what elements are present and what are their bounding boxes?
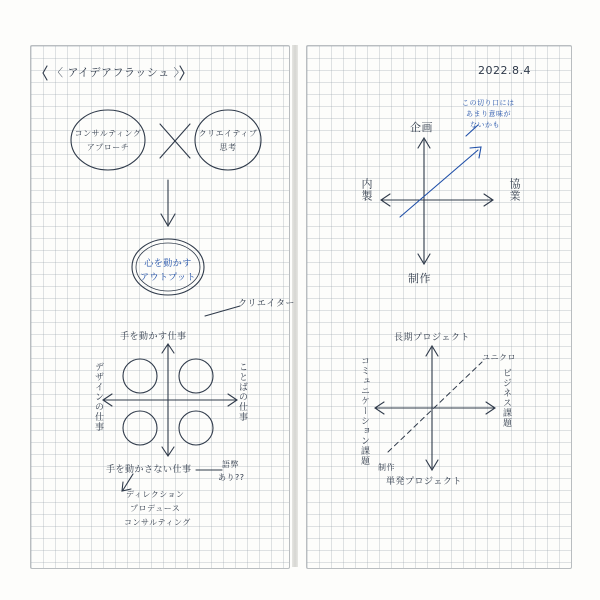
bottom-list-item-1: プロデュース (130, 504, 181, 513)
diagram1-annotation-line2: あまり意味が (466, 110, 511, 118)
diagram1-top-label: 企画 (410, 121, 433, 134)
diagram2-right-label: ビジネス課題 (501, 368, 511, 428)
diagram1-right-label: 協業 (508, 178, 521, 202)
diagram1-bottom-label: 制作 (408, 272, 431, 285)
quadrant-bottom-label: 手を動かさない仕事 (106, 465, 192, 475)
bottom-list-item-0: ディレクション (126, 490, 185, 499)
date-label: 2022.8.4 (478, 64, 531, 77)
circle-right-label-line2: 思考 (219, 143, 237, 152)
quadrant-right-label: ことばの仕事 (237, 362, 247, 422)
diagram1-annotation-line3: ないかも (470, 121, 500, 129)
quadrant-left-label: デザインの仕事 (93, 362, 103, 432)
quadrant-top-label: 手を動かす仕事 (120, 332, 187, 342)
diagram2-right-small-label: ユニクロ (482, 353, 516, 362)
quadrant-bottom-note-line2: あり?? (218, 473, 245, 482)
circle-right-label-line1: クリエイティブ (198, 129, 258, 138)
creator-label: クリエイター (238, 299, 295, 309)
page-title: 〈 アイデアフラッシュ 〉 (52, 66, 186, 79)
quadrant-bottom-note-line1: 語弊 (222, 460, 239, 469)
circle-left-label-line1: コンサルティング (74, 129, 142, 138)
diagram2-top-label: 長期プロジェクト (394, 333, 470, 343)
diagram2-left-label: コミュニケーション課題 (359, 356, 369, 466)
result-label-line2: アウトプット (139, 273, 197, 283)
result-label-line1: 心を動かす (144, 259, 192, 269)
bottom-list-item-2: コンサルティング (124, 518, 191, 527)
diagram2-bottom-left-small-label: 制作 (378, 463, 395, 472)
right-page (306, 45, 572, 569)
circle-left-label-line2: アプローチ (86, 143, 130, 152)
diagram1-annotation-line1: この切り口には (462, 99, 515, 107)
diagram2-bottom-label: 単発プロジェクト (386, 477, 462, 487)
diagram1-left-label: 内製 (360, 178, 373, 202)
